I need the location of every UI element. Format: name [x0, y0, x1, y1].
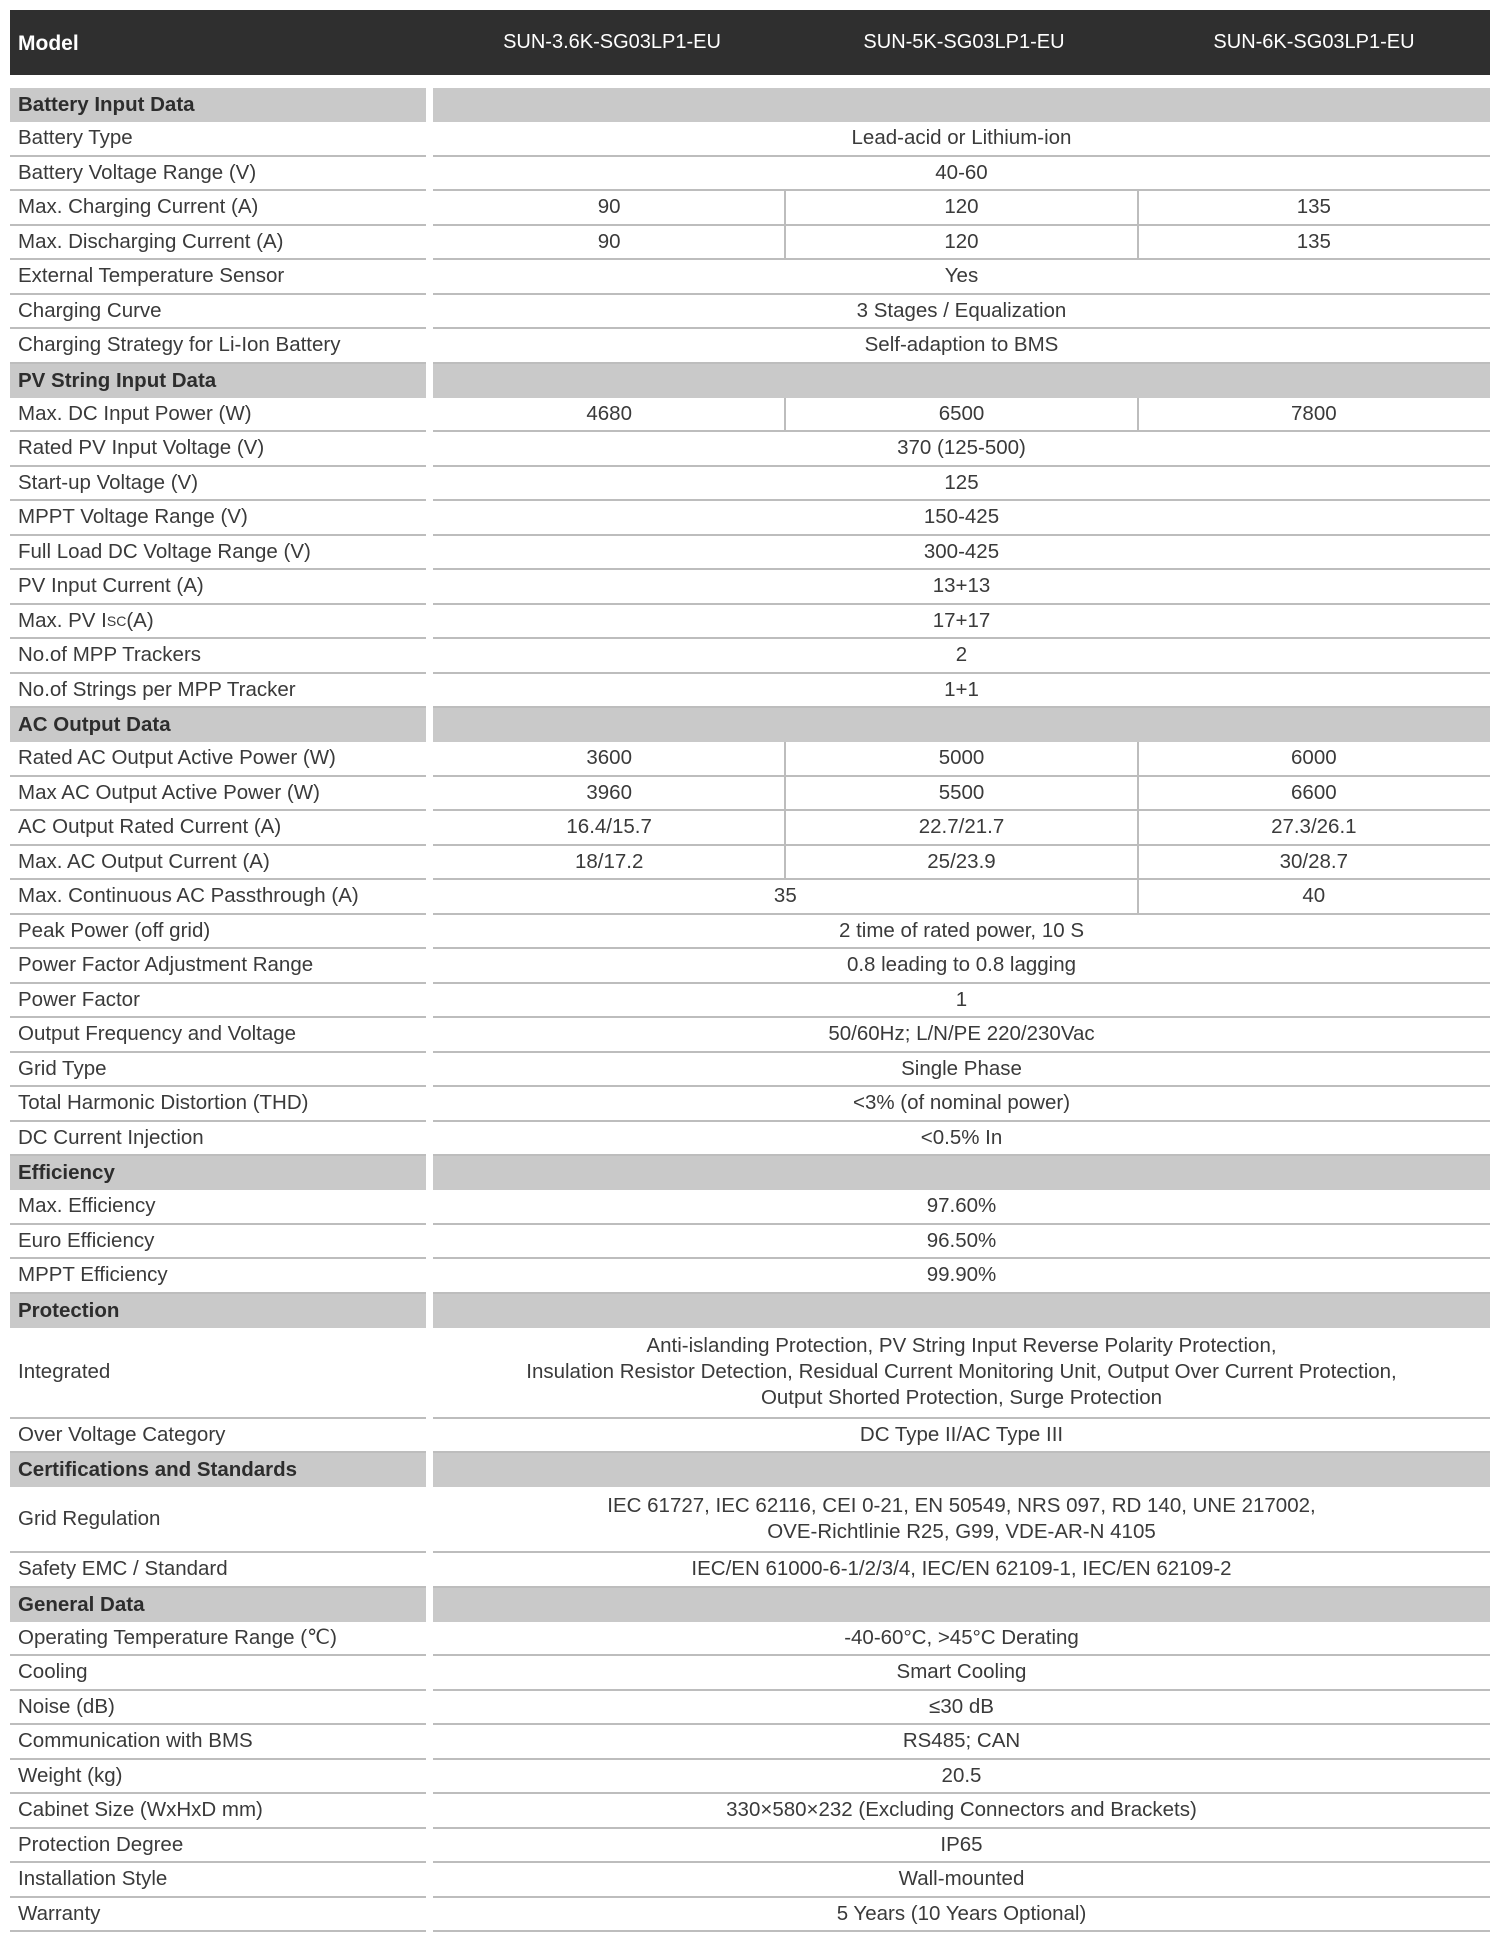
column-divider: [784, 226, 786, 259]
column-divider: [1137, 846, 1139, 879]
spec-row: [10, 1691, 1490, 1726]
spec-row: [10, 1087, 1490, 1122]
spec-value: Yes: [944, 264, 979, 288]
spec-value: IP65: [940, 1832, 983, 1856]
spec-row: [10, 742, 1490, 777]
spec-label: Max. Efficiency: [18, 1194, 156, 1218]
spec-label: Cooling: [18, 1660, 88, 1684]
spec-label: No.of MPP Trackers: [18, 643, 202, 667]
spec-value: ≤30 dB: [929, 1694, 994, 1718]
spec-label: No.of Strings per MPP Tracker: [18, 677, 296, 701]
spec-rows: [10, 88, 1490, 1932]
spec-value: 25/23.9: [927, 849, 996, 873]
spec-label: [10, 605, 426, 638]
spec-label: Safety EMC / Standard: [18, 1557, 228, 1581]
spec-row: [10, 1190, 1490, 1225]
section-title: Efficiency: [10, 1156, 426, 1190]
spec-label: Noise (dB): [18, 1694, 115, 1718]
spec-row: [10, 811, 1490, 846]
spec-value: 40-60: [935, 160, 988, 184]
spec-value: 27.3/26.1: [1271, 815, 1357, 839]
spec-value: 13+13: [932, 574, 991, 598]
section-bar: [433, 1588, 1490, 1622]
spec-value: 97.60%: [926, 1194, 997, 1218]
spec-value: 5000: [938, 746, 985, 770]
spec-label: Max. DC Input Power (W): [18, 401, 252, 425]
spec-value: Single Phase: [901, 1056, 1022, 1080]
spec-row: [10, 915, 1490, 950]
spec-label: Max. AC Output Current (A): [18, 849, 270, 873]
spec-row: [10, 432, 1490, 467]
spec-label-unit: (A): [126, 608, 154, 632]
spec-row: [10, 1725, 1490, 1760]
spec-value: 18/17.2: [574, 849, 644, 873]
spec-label: Power Factor: [18, 987, 140, 1011]
spec-value: 3600: [586, 746, 632, 770]
spec-label: Communication with BMS: [18, 1729, 253, 1753]
spec-row: [10, 1487, 1490, 1553]
section-bar: [433, 708, 1490, 742]
spec-row: [10, 1053, 1490, 1088]
spec-row: [10, 1259, 1490, 1294]
column-divider: [1137, 880, 1139, 913]
spec-value: IEC/EN 61000-6-1/2/3/4, IEC/EN 62109-1, IEC/EN 62109-2: [691, 1557, 1232, 1581]
spec-label: Charging Strategy for Li-Ion Battery: [18, 333, 341, 357]
spec-label: Rated AC Output Active Power (W): [18, 746, 336, 770]
model-label: Model: [18, 32, 79, 55]
section-title: AC Output Data: [10, 708, 426, 742]
spec-label: Over Voltage Category: [18, 1422, 226, 1446]
spec-row: [10, 157, 1490, 192]
spec-value: 96.50%: [926, 1228, 997, 1252]
spec-value: 30/28.7: [1279, 849, 1349, 873]
section-bar: [433, 88, 1490, 122]
spec-value: 35: [773, 884, 797, 908]
spec-label: Power Factor Adjustment Range: [18, 953, 314, 977]
spec-row: [10, 674, 1490, 709]
column-divider: [784, 811, 786, 844]
spec-value: 5500: [938, 780, 985, 804]
section-bar: [433, 1453, 1490, 1487]
spec-label: Grid Regulation: [18, 1507, 161, 1530]
spec-value: Smart Cooling: [896, 1660, 1027, 1684]
spec-value: 135: [1296, 229, 1331, 253]
spec-value: RS485; CAN: [902, 1729, 1021, 1753]
spec-row: [10, 260, 1490, 295]
spec-label: MPPT Voltage Range (V): [18, 505, 248, 529]
spec-value: 90: [597, 195, 621, 219]
spec-value: 150-425: [923, 505, 1000, 529]
spec-value: [433, 1487, 1490, 1551]
spec-value-line: Anti-islanding Protection, PV String Input Reverse Polarity Protection,: [646, 1334, 1277, 1357]
spec-row: [10, 1863, 1490, 1898]
spec-value: 90: [597, 229, 621, 253]
spec-value: 99.90%: [926, 1263, 997, 1287]
spec-label: Installation Style: [18, 1867, 168, 1891]
spec-value: -40-60°C, >45°C Derating: [844, 1625, 1079, 1649]
model-column-1: SUN-3.6K-SG03LP1-EU: [503, 31, 721, 53]
section-header-pv-string-input-data: [10, 364, 1490, 398]
column-divider: [1137, 742, 1139, 775]
spec-label: Max AC Output Active Power (W): [18, 780, 320, 804]
spec-row: [10, 122, 1490, 157]
spec-value-line: Output Shorted Protection, Surge Protection: [760, 1386, 1163, 1409]
spec-row: [10, 1419, 1490, 1454]
spec-row: [10, 1760, 1490, 1795]
spec-label: Cabinet Size (WxHxD mm): [18, 1798, 263, 1822]
section-header-certifications-and-standards: [10, 1453, 1490, 1487]
spec-row: [10, 1898, 1490, 1933]
spec-value-line: IEC 61727, IEC 62116, CEI 0-21, EN 50549, NRS 097, RD 140, UNE 217002,: [607, 1494, 1316, 1517]
spec-row: [10, 570, 1490, 605]
spec-row: [10, 536, 1490, 571]
spec-value: 20.5: [941, 1763, 982, 1787]
spec-value: 1: [955, 987, 968, 1011]
spec-label: Max. Continuous AC Passthrough (A): [18, 884, 359, 908]
section-bar: [433, 1294, 1490, 1328]
spec-value: 125: [944, 470, 979, 494]
column-divider: [1137, 811, 1139, 844]
spec-value: 3960: [586, 780, 632, 804]
spec-value: 4680: [586, 401, 632, 425]
spec-label: Weight (kg): [18, 1763, 123, 1787]
spec-value: 300-425: [923, 539, 1000, 563]
section-title: PV String Input Data: [10, 364, 426, 398]
model-column-3: SUN-6K-SG03LP1-EU: [1213, 31, 1415, 53]
section-title: Protection: [10, 1294, 426, 1328]
section-header-general-data: [10, 1588, 1490, 1622]
spec-value: 5 Years (10 Years Optional): [836, 1901, 1087, 1925]
spec-row: [10, 639, 1490, 674]
spec-row: [10, 1622, 1490, 1657]
spec-sheet: [10, 10, 1490, 1932]
spec-row: [10, 1553, 1490, 1588]
spec-value: 6600: [1291, 780, 1337, 804]
spec-label: Charging Curve: [18, 298, 162, 322]
spec-row: [10, 777, 1490, 812]
spec-label: Integrated: [18, 1360, 111, 1383]
spec-label: Output Frequency and Voltage: [18, 1022, 297, 1046]
column-divider: [1137, 191, 1139, 224]
spec-value: 7800: [1291, 401, 1337, 425]
spec-row: [10, 1794, 1490, 1829]
spec-value: 22.7/21.7: [918, 815, 1005, 839]
spec-label: Warranty: [18, 1901, 101, 1925]
spec-label: External Temperature Sensor: [18, 264, 285, 288]
spec-value: 3 Stages / Equalization: [856, 298, 1067, 322]
section-title: Certifications and Standards: [10, 1453, 426, 1487]
spec-row: [10, 1018, 1490, 1053]
spec-label: Max. Discharging Current (A): [18, 229, 284, 253]
column-divider: [784, 846, 786, 879]
spec-row: [10, 605, 1490, 640]
spec-value: 2: [955, 643, 968, 667]
spec-value: Self-adaption to BMS: [864, 333, 1059, 357]
spec-value: 6000: [1291, 746, 1337, 770]
column-divider: [784, 398, 786, 431]
section-bar: [433, 364, 1490, 398]
section-title: General Data: [10, 1588, 426, 1622]
spec-value: 370 (125-500): [897, 436, 1026, 460]
table-header: [10, 10, 1490, 75]
spec-value: 16.4/15.7: [566, 815, 652, 839]
spec-label: AC Output Rated Current (A): [18, 815, 282, 839]
spec-value: <3% (of nominal power): [852, 1091, 1071, 1115]
spec-label: Total Harmonic Distortion (THD): [18, 1091, 309, 1115]
spec-row: [10, 329, 1490, 364]
spec-value: 40: [1302, 884, 1326, 908]
spec-row: [10, 295, 1490, 330]
spec-label: Grid Type: [18, 1056, 107, 1080]
spec-row: [10, 1829, 1490, 1864]
spec-label: Euro Efficiency: [18, 1228, 155, 1252]
section-header-efficiency: [10, 1156, 1490, 1190]
section-bar: [433, 1156, 1490, 1190]
spec-row: [10, 984, 1490, 1019]
spec-label: Battery Type: [18, 126, 133, 150]
spec-row: [10, 1122, 1490, 1157]
spec-label: Protection Degree: [18, 1832, 184, 1856]
spec-label: Rated PV Input Voltage (V): [18, 436, 265, 460]
spec-row: [10, 846, 1490, 881]
spec-label: Peak Power (off grid): [18, 918, 211, 942]
spec-label: Full Load DC Voltage Range (V): [18, 539, 311, 563]
spec-label: DC Current Injection: [18, 1125, 204, 1149]
spec-label: MPPT Efficiency: [18, 1263, 168, 1287]
spec-row: [10, 1328, 1490, 1419]
spec-value: 50/60Hz; L/N/PE 220/230Vac: [828, 1022, 1095, 1046]
spec-value: 120: [944, 195, 979, 219]
column-divider: [784, 742, 786, 775]
spec-label: Battery Voltage Range (V): [18, 160, 257, 184]
spec-value: Lead-acid or Lithium-ion: [851, 126, 1072, 150]
spec-value: 0.8 leading to 0.8 lagging: [846, 953, 1077, 977]
spec-label-text: Max. PV I: [18, 608, 107, 632]
spec-row: [10, 880, 1490, 915]
spec-row: [10, 467, 1490, 502]
section-header-ac-output-data: [10, 708, 1490, 742]
spec-value: 1+1: [944, 677, 979, 701]
spec-row: [10, 1656, 1490, 1691]
spec-label: Max. Charging Current (A): [18, 195, 259, 219]
spec-row: [10, 226, 1490, 261]
spec-value: 2 time of rated power, 10 S: [839, 918, 1084, 942]
spec-label-subscript: SC: [106, 612, 127, 629]
spec-value: 120: [944, 229, 979, 253]
column-divider: [1137, 226, 1139, 259]
column-divider: [1137, 398, 1139, 431]
spec-row: [10, 949, 1490, 984]
spec-row: [10, 398, 1490, 433]
spec-label: PV Input Current (A): [18, 574, 204, 598]
spec-value: 330×580×232 (Excluding Connectors and Brackets): [726, 1798, 1197, 1822]
spec-row: [10, 501, 1490, 536]
spec-value: 135: [1296, 195, 1331, 219]
spec-value: DC Type II/AC Type III: [859, 1422, 1064, 1446]
spec-value: [433, 1328, 1490, 1417]
spec-value-line: OVE-Richtlinie R25, G99, VDE-AR-N 4105: [767, 1520, 1156, 1543]
column-divider: [1137, 777, 1139, 810]
spec-value: Wall-mounted: [898, 1867, 1025, 1891]
section-header-battery-input-data: [10, 88, 1490, 122]
spec-row: [10, 1225, 1490, 1260]
spec-label: Operating Temperature Range (℃): [18, 1626, 337, 1650]
model-column-2: SUN-5K-SG03LP1-EU: [863, 31, 1065, 53]
spec-value: <0.5% In: [920, 1125, 1003, 1149]
column-divider: [784, 191, 786, 224]
spec-value: 17+17: [932, 608, 991, 632]
column-divider: [784, 777, 786, 810]
section-title: Battery Input Data: [10, 88, 426, 122]
section-header-protection: [10, 1294, 1490, 1328]
spec-value-line: Insulation Resistor Detection, Residual Current Monitoring Unit, Output Over Current Protection,: [526, 1360, 1397, 1383]
spec-label: Start-up Voltage (V): [18, 470, 199, 494]
spec-row: [10, 191, 1490, 226]
spec-value: 6500: [938, 401, 985, 425]
